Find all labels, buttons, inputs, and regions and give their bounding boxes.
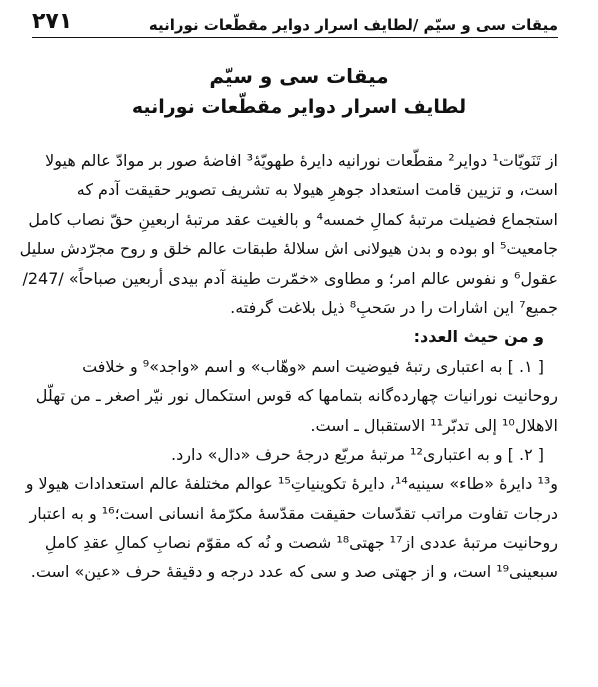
- text-line: سبعینی¹⁹ است، و از جهتی صد و سی که عدد درجه و دقیقهٔ حرف «عین» است.: [30, 562, 558, 582]
- text-line: روحانیت نورانیات چهارده‌گانه بتمامها که قوس استکمال نور نیّر اصغر ـ من تهلّل: [35, 386, 558, 406]
- text-line: است، و تزیین قامت استعداد جوهرِ هیولا به تشریف تصویر حقیقت آدم که: [76, 180, 558, 200]
- running-title: میقات سی و سیّم /لطایف اسرار دوایر مقطّعات نورانیه: [148, 16, 558, 34]
- text-line: از تَنَویّات¹ دوایر² مقطّعات نورانیه دایرهٔ طهویّهٔ³ افاضهٔ صور بر موادّ عالم هیولا: [45, 151, 558, 170]
- text-line: [ ۲. ] و به اعتباری¹² مرتبهٔ مربّع درجهٔ حرف «دال» دارد.: [171, 444, 544, 464]
- text-line: جمیع⁷ این اشارات را در سَحبِ⁸ ذیل بلاغت گرفته.: [230, 297, 558, 317]
- text-line: جامعیت⁵ او بوده و بدن هیولانی اش سلالهٔ طبقات عالم خلق و روح مجرّدش سلیل: [19, 239, 558, 259]
- text-line: عقول⁶ و نفوس عالم امر؛ و مطاوی «خمّرت طینة آدم بیدی أربعین صباحاً» /247/: [22, 268, 558, 288]
- section-heading: و من حیث العدد:: [413, 327, 544, 347]
- text-line: و¹³ دایرهٔ «طاء» سینیه¹⁴، دایرهٔ تکوینیاتِ¹⁵ عوالم مختلفهٔ عالم استعدادات هیولا و: [25, 474, 558, 494]
- text-line: درجات تفاوت مراتب تقدّسات حقیقت مقدّسهٔ مکرّمهٔ انسانی است؛¹⁶ و به اعتبار: [29, 503, 558, 523]
- chapter-subtitle: لطایف اسرار دوایر مقطّعات نورانیه: [131, 96, 467, 118]
- chapter-title: میقات سی و سیّم: [209, 64, 389, 88]
- text-line: استجماع فضیلت مرتبهٔ کمالِ خمسه⁴ و بالغیت عقد مرتبهٔ اربعینِ حقّ نصاب کامل: [28, 209, 558, 229]
- page-header: [32, 6, 558, 38]
- page-number: ۲۷۱: [32, 9, 73, 34]
- text-line: الاهلال¹⁰ إلی تدبّر¹¹ الاستقبال ـ است.: [310, 415, 558, 435]
- body-text: [19, 146, 558, 587]
- text-line: [ ۱. ] به اعتباری رتبهٔ فیوضیت اسم «وهّاب» و اسم «واجد»⁹ و خلافت: [82, 356, 544, 376]
- text-line: روحانیت مرتبهٔ عددی از¹⁷ جهتی¹⁸ شصت و نُه که مقوّم نصابِ کمالِ عقدِ کاملِ: [44, 533, 558, 553]
